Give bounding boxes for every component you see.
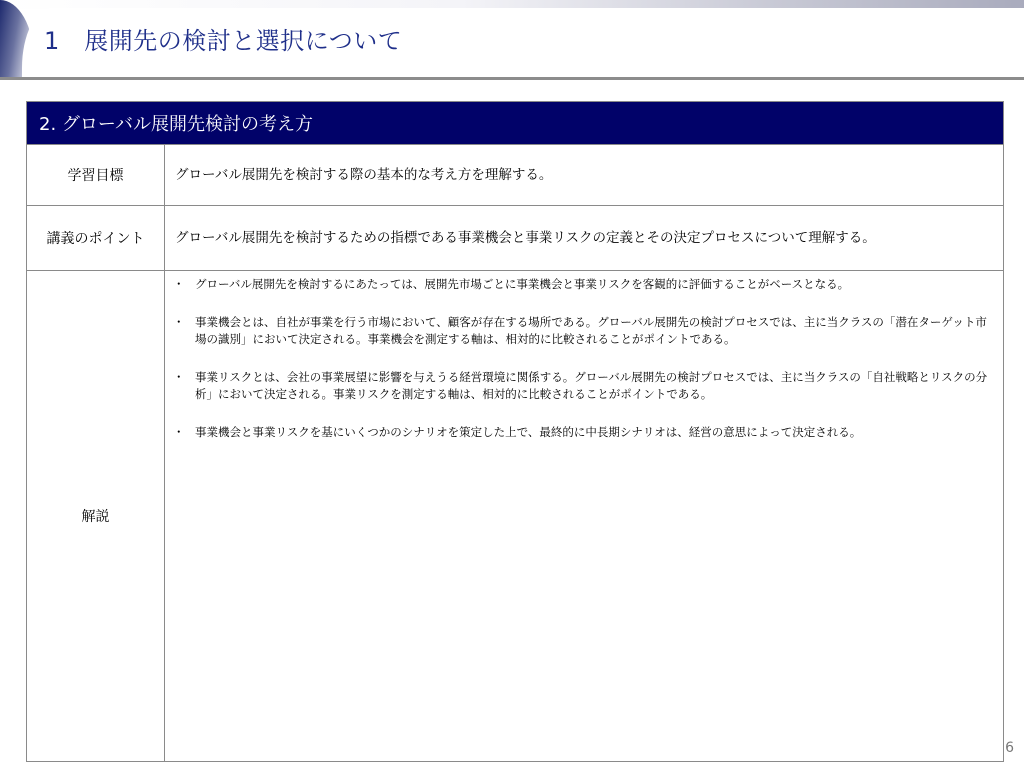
list-item [173,424,989,441]
page-number: 6 [1005,740,1014,756]
page-title: 1 展開先の検討と選択について [44,27,403,55]
point-text: グローバル展開先を検討するための指標である事業機会と事業リスクの定義とその決定プロセスについて理解する。 [165,206,1004,271]
explanation-row [27,271,1004,762]
bullet-dot-icon: ・ [173,425,185,439]
point-row [27,206,1004,271]
list-item-text: グローバル展開先を検討するにあたっては、展開先市場ごとに事業機会と事業リスクを客観的に評価することがベースとなる。 [195,277,850,291]
bullet-dot-icon: ・ [173,315,185,329]
list-item [173,314,989,348]
content-table [26,101,1004,762]
bullet-dot-icon: ・ [173,277,185,291]
explanation-cell [165,271,1004,762]
explanation-list [173,276,989,441]
section-title: 2. グローバル展開先検討の考え方 [27,102,1004,145]
list-item-text: 事業機会とは、自社が事業を行う市場において、顧客が存在する場所である。グローバル展開先の検討プロセスでは、主に当クラスの「潜在ターゲット市場の識別」において決定される。事業機会を測定する軸は、相対的に比較されることがポイントである。 [195,315,987,346]
list-item-text: 事業機会と事業リスクを基にいくつかのシナリオを策定した上で、最終的に中長期シナリオは、経営の意思によって決定される。 [195,425,862,439]
bullet-dot-icon: ・ [173,370,185,384]
goal-row [27,145,1004,206]
list-item-text: 事業リスクとは、会社の事業展望に影響を与えうる経営環境に関係する。グローバル展開先の検討プロセスでは、主に当クラスの「自社戦略とリスクの分析」において決定される。事業リスクを測定する軸は、相対的に比較されることがポイントである。 [195,370,988,401]
header-rule [0,77,1024,80]
list-item [173,369,989,403]
point-label: 講義のポイント [27,206,165,271]
goal-text: グローバル展開先を検討する際の基本的な考え方を理解する。 [165,145,1004,206]
explanation-label: 解説 [27,271,165,762]
list-item [173,276,989,293]
goal-label: 学習目標 [27,145,165,206]
section-header-row [27,102,1004,145]
